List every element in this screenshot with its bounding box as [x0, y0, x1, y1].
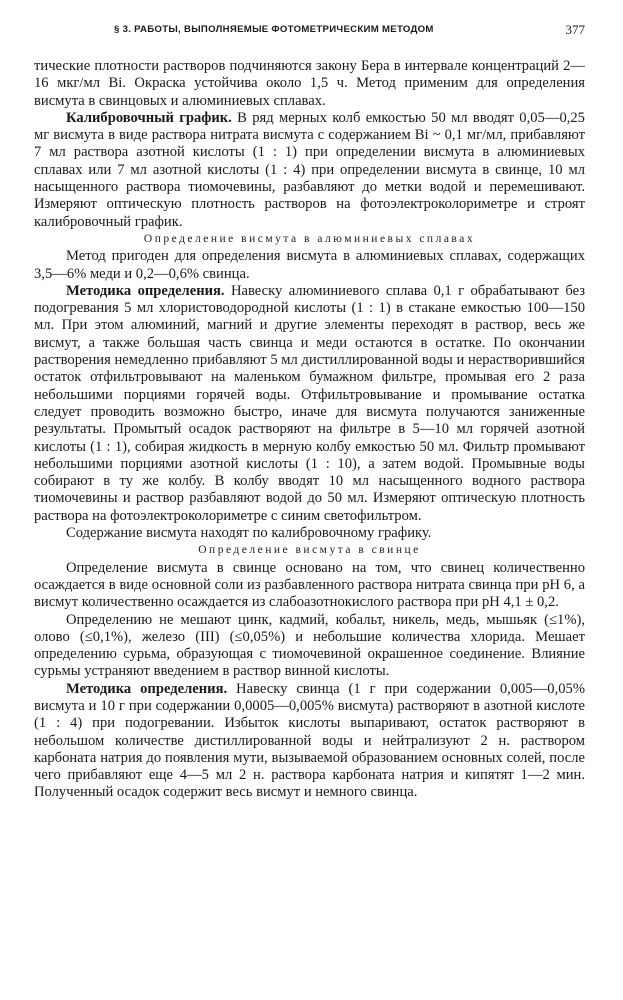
- running-header: [34, 22, 585, 42]
- paragraph-interferences: Определению не мешают цинк, кадмий, кобальт, никель, медь, мышьяк (≤1%), олово (≤0,1%), железо (III) (≤0,05%) и небольшие количества хлорида. Мешает определению сурьма, образующая с тиомочевиной окрашенное соединение. Влияние сурьмы устраняют введением в раствор винной кислоты.: [34, 611, 585, 680]
- page-number: 377: [565, 22, 585, 37]
- body-text: [34, 58, 585, 802]
- paragraph-lead-principle: Определение висмута в свинце основано на том, что свинец количественно осаждается в виде основной соли из разбавленного раствора нитрата свинца при pH 6, а висмут количественно осаждается из слабоазотнокислого раствора при pH 4,1 ± 0,2.: [34, 559, 585, 611]
- paragraph-method-scope: Метод пригоден для определения висмута в алюминиевых сплавах, содержащих 3,5—6% меди и 0,2—0,6% свинца.: [34, 248, 585, 282]
- procedure-text-lead: Навеску свинца (1 г при содержании 0,005—0,05% висмута и 10 г при содержании 0,0005—0,005% висмута) растворяют в азотной кислоте (1 : 4) при подогревании. Избыток кислоты выпаривают, остаток растворяют в небольшом количестве дистиллированной воды и нейтрализуют 2 н. раствором карбоната натрия до появления мути, вызываемой образованием основных солей, после чего прибавляют еще 4—5 мл 2 н. раствора карбоната натрия и кипятят 1—2 мин. Полученный осадок содержит весь висмут и немного свинца.: [34, 680, 585, 801]
- paragraph-continued: тические плотности растворов подчиняются закону Бера в интервале концентраций 2—16 мкг/мл Bi. Окраска устойчива около 1,5 ч. Метод применим для определения висмута в свинцовых и алюминиевых сплавах.: [34, 58, 585, 109]
- procedure-text-aluminum: Навеску алюминиевого сплава 0,1 г обрабатывают без подогревания 5 мл хлористоводородной кислоты (1 : 1) в стакане емкостью 100—150 мл. При этом алюминий, магний и другие элементы переходят в раствор, весь же висмут, а также большая часть свинца и меди остаются в остатке. По окончании растворения немедленно прибавляют 5 мл дистиллированной воды и нерастворившийся остаток отфильтровывают на маленьком бумажном фильтре, промывая его 2 раза небольшими порциями горячей воды. Отфильтровывание и промывание остатка следует проводить возможно быстро, иначе для висмута получаются заниженные результаты. Промытый осадок растворяют на фильтре в 5—10 мл горячей азотной кислоты (1 : 1), собирая жидкость в мерную колбу емкостью 50 мл. Фильтр промывают небольшими порциями азотной кислоты (1 : 10), а затем водой. Промывные воды собирают в ту же колбу. В колбу вводят 10 мл насыщенного водного раствора тиомочевины и раствор разбавляют водой до 50 мл. Измеряют оптическую плотность раствора на фотоэлектроколориметре с синим светофильтром.: [34, 282, 585, 524]
- header-title: § 3. РАБОТЫ, ВЫПОЛНЯЕМЫЕ ФОТОМЕТРИЧЕСКИМ МЕТОДОМ: [114, 24, 434, 35]
- paragraph-procedure-aluminum: [34, 283, 585, 525]
- calibration-label: Калибровочный график.: [66, 109, 232, 126]
- paragraph-procedure-lead: [34, 681, 585, 802]
- procedure-label-lead: Методика определения.: [66, 680, 228, 697]
- paragraph-calibration: [34, 110, 585, 231]
- section-heading-lead: Определение висмута в свинце: [198, 544, 421, 557]
- procedure-label-aluminum: Методика определения.: [66, 282, 225, 299]
- section-heading-aluminum: Определение висмута в алюминиевых сплавах: [143, 232, 476, 245]
- paragraph-result: Содержание висмута находят по калибровочному графику.: [66, 525, 432, 542]
- calibration-text: В ряд мерных колб емкостью 50 мл вводят 0,05—0,25 мг висмута в виде раствора нитрата висмута с содержанием Bi ~ 0,1 мг/мл, прибавляют 7 мл раствора азотной кислоты (1 : 1) при определении висмута в алюминиевых сплавах или 7 мл азотной кислоты (1 : 4) при определении висмута в свинце, 10 мл насыщенного раствора тиомочевины, разбавляют до метки водой и перемешивают. Измеряют оптическую плотность растворов на фотоэлектроколориметре и строят калибровочный график.: [34, 109, 585, 230]
